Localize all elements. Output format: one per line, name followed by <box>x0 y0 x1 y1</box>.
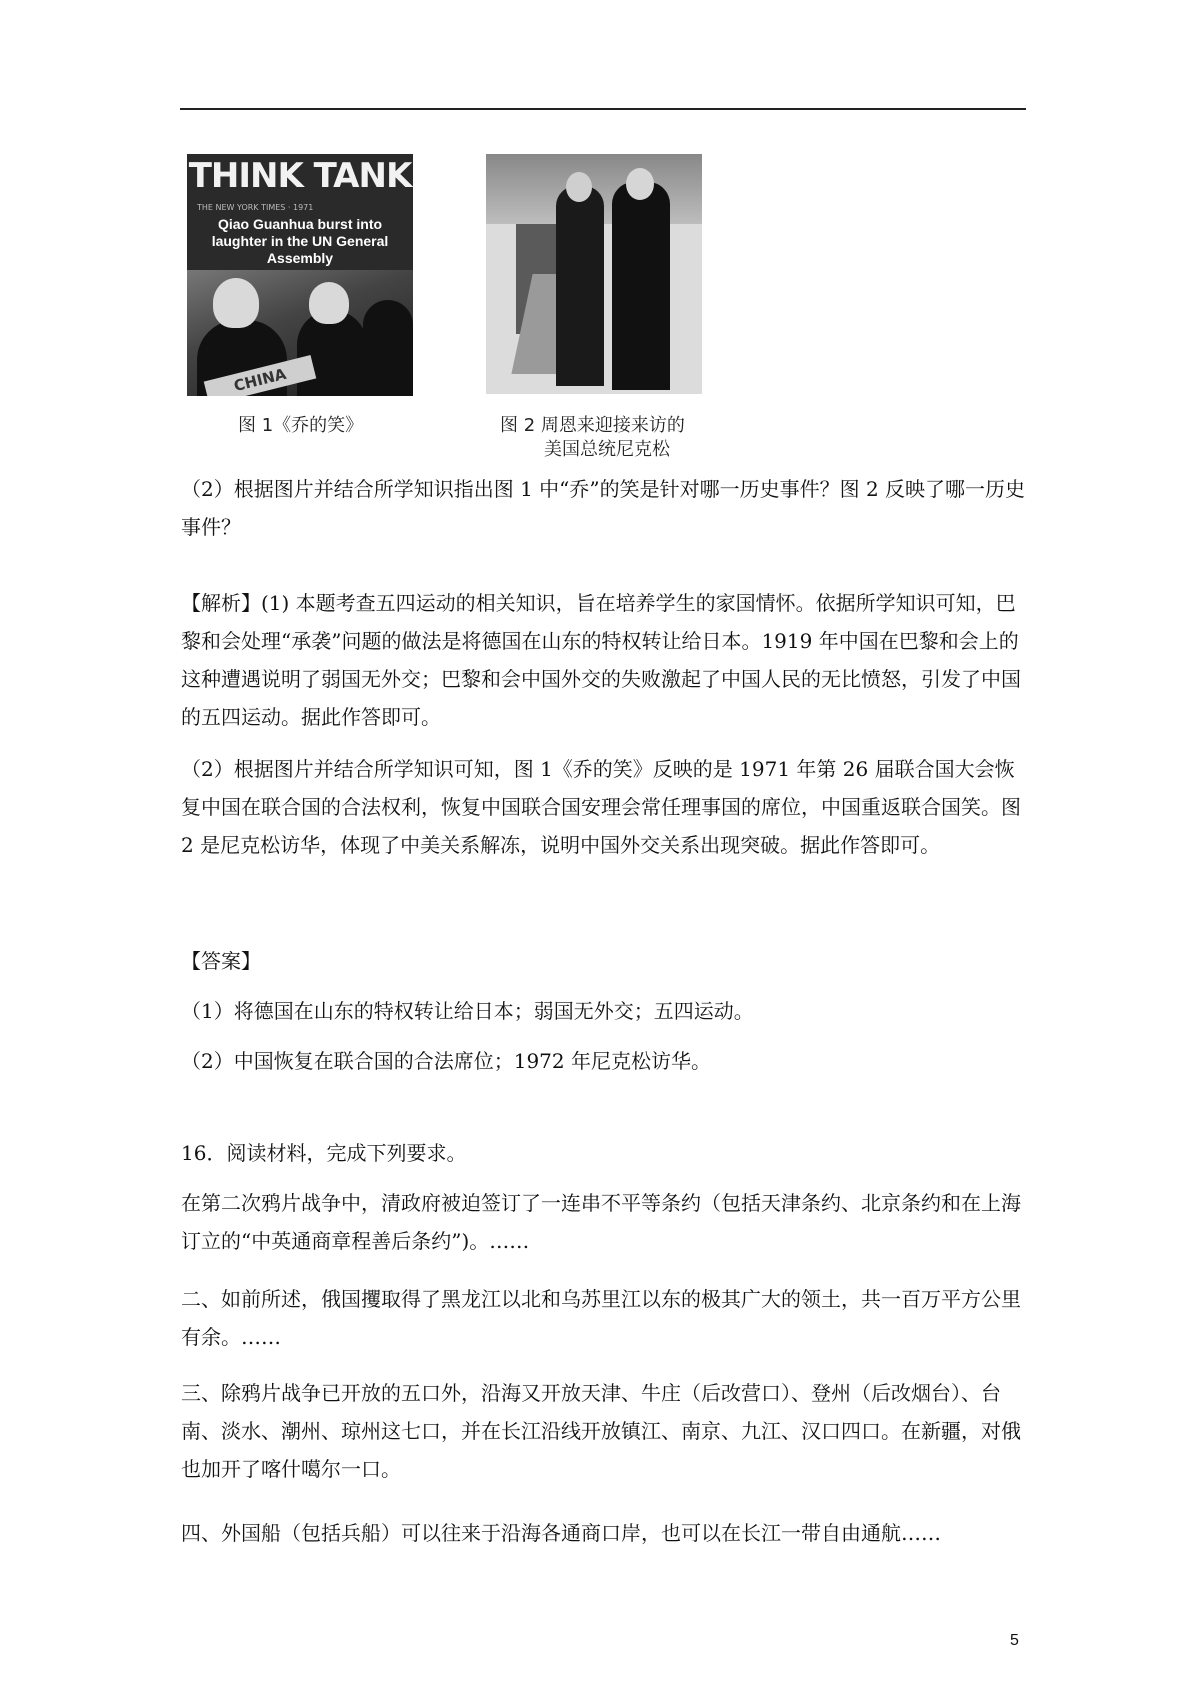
figure-1-image <box>187 154 413 396</box>
analysis-part-2-paragraph: （2）根据图片并结合所学知识可知，图 1《乔的笑》反映的是 1971 年第 26 届联合国大会恢复中国在联合国的合法权利，恢复中国联合国安理会常任理事国的席位，中国重返联合国笑。图 2 是尼克松访华，体现了中美关系解冻，说明中国外交关系出现突破。据此作答即可。 <box>181 757 1021 857</box>
material-intro-paragraph: 在第二次鸦片战争中，清政府被迫签订了一连串不平等条约（包括天津条约、北京条约和在上海订立的“中英通商章程善后条约”)。…… <box>181 1191 1021 1253</box>
answer-part-2: （2）中国恢复在联合国的合法席位；1972 年尼克松访华。 <box>181 1049 711 1073</box>
material-item-4: 四、外国船（包括兵船）可以往来于沿海各通商口岸，也可以在长江一带自由通航…… <box>181 1521 941 1545</box>
figure-1-caption: 图 1《乔的笑》 <box>238 415 364 436</box>
figure-1-person-face-2 <box>309 282 349 324</box>
figure-2-person-right <box>612 182 670 390</box>
figure-2-caption <box>500 414 730 462</box>
analysis-part-1-paragraph: 【解析】(1) 本题考查五四运动的相关知识，旨在培养学生的家国情怀。依据所学知识可知，巴黎和会处理“承袭”问题的做法是将德国在山东的特权转让给日本。1919 年中国在巴黎和会上的这种遭遇说明了弱国无外交；巴黎和会中国外交的失败激起了中国人民的无比愤怒，引发了中国的五四运动。据此作答即可。 <box>181 591 1021 729</box>
figure-1-headline: THINK TANK <box>188 156 412 196</box>
figure-1-strap: Qiao Guanhua burst into laughter in the UN General Assembly <box>211 216 389 266</box>
figure-1-person-coat-3 <box>363 300 413 396</box>
figure-1-masthead-sub: THE NEW YORK TIMES · 1971 <box>197 203 314 212</box>
material-item-2: 二、如前所述，俄国攫取得了黑龙江以北和乌苏里江以东的极其广大的领土，共一百万平方公里有余。…… <box>181 1287 1021 1349</box>
figure-1-nameplate: CHINA <box>204 355 317 396</box>
material-item-3: 三、除鸦片战争已开放的五口外，沿海又开放天津、牛庄（后改营口）、登州（后改烟台）、台南、淡水、潮州、琼州这七口，并在长江沿线开放镇江、南京、九江、汉口四口。在新疆，对俄也加开了喀什噶尔一口。 <box>181 1381 1021 1481</box>
figure-2-image <box>486 154 702 394</box>
question-16-prompt: 16．阅读材料，完成下列要求。 <box>181 1141 467 1165</box>
figure-2-head-left <box>566 172 592 202</box>
figure-1-person-face <box>213 278 259 328</box>
page-number: 5 <box>1010 1632 1019 1649</box>
answer-part-1: （1）将德国在山东的特权转让给日本；弱国无外交；五四运动。 <box>181 999 754 1023</box>
header-rule <box>180 108 1026 110</box>
figure-2-caption-line-1: 图 2 周恩来迎接来访的 <box>500 415 685 436</box>
figure-2-person-left <box>556 186 604 386</box>
figure-2-caption-line-2: 美国总统尼克松 <box>544 439 670 460</box>
answer-heading: 【答案】 <box>181 949 261 973</box>
figure-2-head-right <box>626 168 654 200</box>
question-2-paragraph: （2）根据图片并结合所学知识指出图 1 中“乔”的笑是针对哪一历史事件？图 2 反映了哪一历史事件？ <box>181 477 1026 539</box>
